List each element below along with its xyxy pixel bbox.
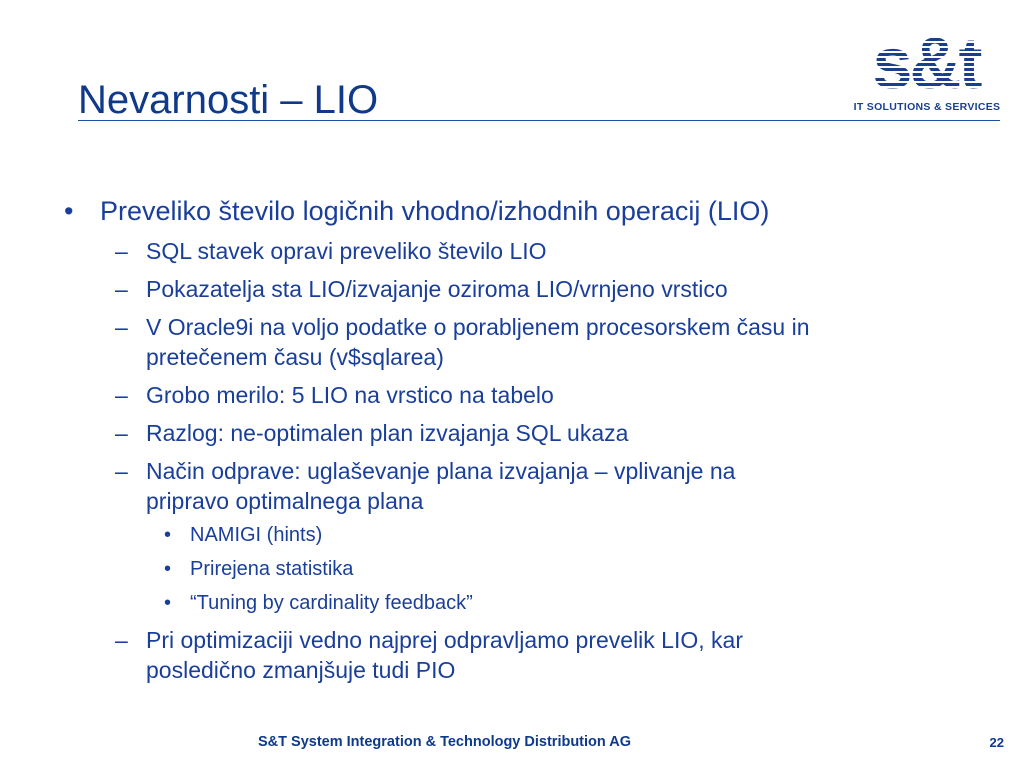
bullet-text: pretečenem času (v$sqlarea) [146,344,444,370]
bullet-text: Razlog: ne-optimalen plan izvajanja SQL ukaza [146,420,629,446]
bullet-text: SQL stavek opravi preveliko število LIO [146,238,547,264]
bullet-item [115,457,736,486]
sub-bullet-item [164,522,323,548]
bullet-marker: – [115,458,128,484]
bullet-item [115,313,810,342]
bullet-text: V Oracle9i na voljo podatke o porabljenem procesorskem času in [146,314,810,340]
slide-footer [0,734,1024,758]
bullet-marker: – [115,314,128,340]
bullet-item [115,626,743,655]
bullet-marker: – [115,420,128,446]
bullet-marker: – [115,276,128,302]
bullet-marker: • [64,196,74,226]
bullet-item [115,237,547,266]
svg-text:s&t: s&t [872,24,980,104]
bullet-text: Pri optimizaciji vedno najprej odpravljamo prevelik LIO, kar [146,627,743,653]
bullet-text: posledično zmanjšuje tudi PIO [146,657,456,683]
page-number: 22 [989,735,1004,750]
logo-tagline: IT SOLUTIONS & SERVICES [853,101,1001,113]
bullet-continuation [146,343,444,372]
bullet-marker: • [164,558,172,580]
bullet-item [115,419,629,448]
bullet-marker: – [115,382,128,408]
bullet-text: Način odprave: uglaševanje plana izvajanja – vplivanje na [146,458,736,484]
sub-bullet-item [164,590,473,616]
bullet-text: Preveliko število logičnih vhodno/izhodnih operacij (LIO) [100,196,770,226]
bullet-marker: • [164,592,172,614]
bullet-item [64,195,770,227]
bullet-text: Prirejena statistika [190,558,354,580]
bullet-marker: • [164,524,172,546]
bullet-text: “Tuning by cardinality feedback” [190,592,473,614]
slide-title: Nevarnosti – LIO [78,78,379,122]
bullet-marker: – [115,627,128,653]
bullet-text: NAMIGI (hints) [190,524,323,546]
bullet-text: pripravo optimalnega plana [146,488,424,514]
sub-bullet-item [164,556,354,582]
bullet-text: Pokazatelja sta LIO/izvajanje oziroma LIO/vrnjeno vrstico [146,276,728,302]
footer-company: S&T System Integration & Technology Distribution AG [258,734,631,750]
bullet-continuation [146,656,455,685]
bullet-continuation [146,487,423,516]
bullet-text: Grobo merilo: 5 LIO na vrstico na tabelo [146,382,554,408]
bullet-item [115,275,728,304]
bullet-marker: – [115,238,128,264]
bullet-item [115,381,554,410]
